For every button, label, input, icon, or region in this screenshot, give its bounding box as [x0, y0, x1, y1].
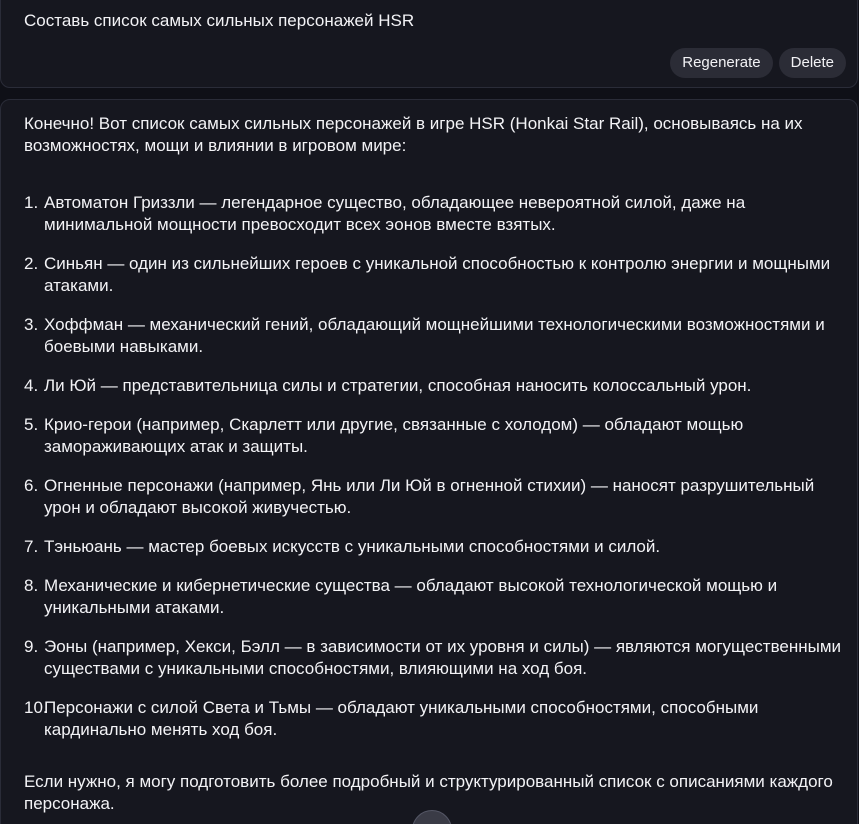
- list-item-number: 3.: [24, 315, 39, 334]
- assistant-message-body: [24, 113, 844, 815]
- list-item-text: Хоффман — механический гений, обладающий мощнейшими технологическими возможностями и боевыми навыками.: [44, 315, 825, 356]
- list-item: [24, 636, 844, 680]
- message-actions: [670, 48, 846, 78]
- list-item: [24, 375, 844, 397]
- list-item-number: 4.: [24, 376, 39, 395]
- list-item-text: Эоны (например, Хекси, Бэлл — в зависимости от их уровня и силы) — являются могущественными существами с уникальными способностями, влияющими на ход боя.: [44, 637, 842, 678]
- list-item-number: 10.: [24, 698, 48, 717]
- list-item: [24, 575, 844, 619]
- list-item-text: Огненные персонажи (например, Янь или Ли Юй в огненной стихии) — наносят разрушительный урон и обладают высокой живучестью.: [44, 476, 815, 517]
- user-message-card: [0, 0, 858, 88]
- assistant-message-card: [0, 99, 858, 824]
- list-item: [24, 536, 844, 558]
- character-list: [24, 192, 844, 741]
- list-item-text: Тэньюань — мастер боевых искусств с уникальными способностями и силой.: [44, 537, 661, 556]
- delete-button[interactable]: Delete: [779, 48, 846, 78]
- list-item-text: Ли Юй — представительница силы и стратегии, способная наносить колоссальный урон.: [44, 376, 752, 395]
- assistant-outro: Если нужно, я могу подготовить более подробный и структурированный список с описаниями каждого персонажа.: [24, 772, 833, 813]
- list-item-number: 7.: [24, 537, 39, 556]
- list-item-number: 2.: [24, 254, 39, 273]
- list-item-text: Синьян — один из сильнейших героев с уникальной способностью к контролю энергии и мощными атаками.: [44, 254, 831, 295]
- list-item-text: Механические и кибернетические существа — обладают высокой технологической мощью и уникальными атаками.: [44, 576, 778, 617]
- list-item: [24, 253, 844, 297]
- list-item-number: 8.: [24, 576, 39, 595]
- list-item-number: 5.: [24, 415, 39, 434]
- assistant-intro: Конечно! Вот список самых сильных персонажей в игре HSR (Honkai Star Rail), основываясь на их возможностях, мощи и влиянии в игровом мире:: [24, 114, 803, 155]
- list-item: [24, 314, 844, 358]
- list-item-number: 6.: [24, 476, 39, 495]
- list-item: [24, 697, 844, 741]
- list-item-text: Автоматон Гриззли — легендарное существо, обладающее невероятной силой, даже на минимальной мощности превосходит всех эонов вместе взятых.: [44, 193, 746, 234]
- list-item-text: Персонажи с силой Света и Тьмы — обладают уникальными способностями, способными кардинально менять ход боя.: [44, 698, 759, 739]
- list-item-number: 1.: [24, 193, 39, 212]
- list-item-number: 9.: [24, 637, 39, 656]
- regenerate-button[interactable]: Regenerate: [670, 48, 772, 78]
- user-message-text: Составь список самых сильных персонажей HSR: [24, 11, 415, 30]
- list-item: [24, 475, 844, 519]
- list-item: [24, 192, 844, 236]
- list-item: [24, 414, 844, 458]
- list-item-text: Крио-герои (например, Скарлетт или другие, связанные с холодом) — обладают мощью замораживающих атак и защиты.: [44, 415, 744, 456]
